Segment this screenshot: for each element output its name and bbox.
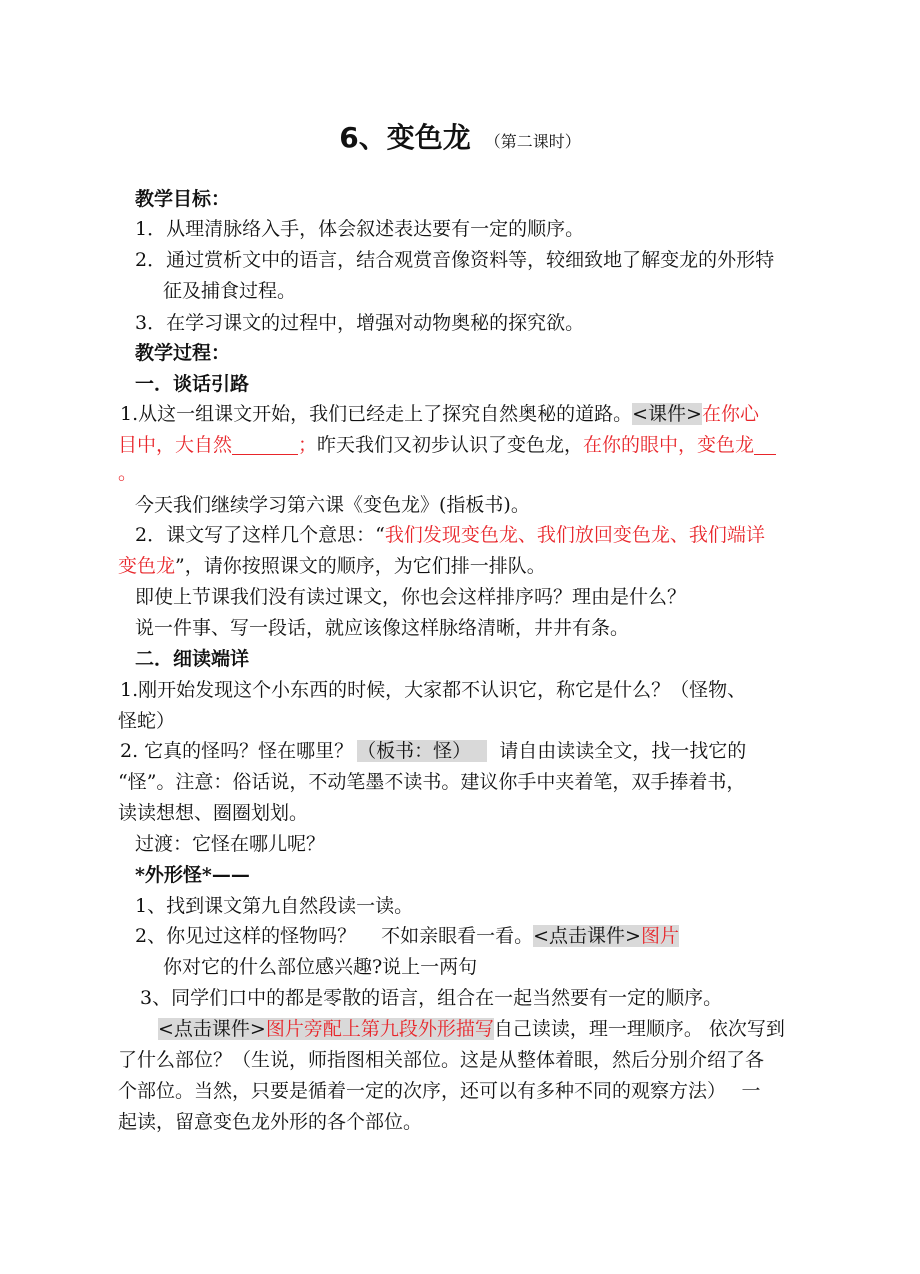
s1-paragraph-2: 今天我们继续学习第六课《变色龙》(指板书)。 xyxy=(135,494,530,516)
title-sub: （第二课时） xyxy=(484,132,581,151)
s2-item-3-cont-3: 个部位。当然，只要是循着一定的次序，还可以有多种不同的观察方法） 一 xyxy=(118,1080,761,1102)
s2-item-1: 1、找到课文第九自然段读一读。 xyxy=(135,895,414,917)
section-1-heading: 一．谈话引路 xyxy=(135,373,250,395)
s2-i3-red: 图片旁配上第九段外形描写 xyxy=(265,1018,494,1040)
s1-p1-text-2: 昨天我们又初步认识了变色龙， xyxy=(317,434,584,456)
s1-p3-red-2: 变色龙 xyxy=(118,555,176,577)
fill-blank-1 xyxy=(232,434,298,455)
fill-blank-2 xyxy=(754,434,776,455)
s2-item-3: 3、同学们口中的都是零散的语言，组合在一起当然要有一定的顺序。 xyxy=(140,987,723,1009)
s2-paragraph-1: 1.刚开始发现这个小东西的时候，大家都不认识它，称它是什么？（怪物、 xyxy=(120,679,747,701)
s2-i2-red: 图片 xyxy=(640,925,679,947)
s1-paragraph-3-cont xyxy=(118,551,546,581)
s2-item-3-cont-2: 了什么部位？（生说，师指图相关部位。这是从整体着眼，然后分别介绍了各 xyxy=(118,1049,765,1071)
s2-paragraph-2 xyxy=(120,736,746,766)
s2-p2-text-2: 请自由读读全文，找一找它的 xyxy=(499,740,747,762)
s1-p1-period: 。 xyxy=(118,462,138,484)
s2-item-3-cont xyxy=(158,1014,785,1044)
s2-p2-text: 2. 它真的怪吗？怪在哪里？ xyxy=(120,740,354,762)
s2-transition: 过渡：它怪在哪儿呢？ xyxy=(135,833,326,855)
title-main: 6、变色龙 xyxy=(339,121,471,154)
s1-p1-red-4: 在你的眼中，变色龙 xyxy=(583,434,755,456)
s2-item-2-cont: 你对它的什么部位感兴趣?说上一两句 xyxy=(163,956,478,978)
s2-paragraph-2-cont-2: 读读想想、圈圈划划。 xyxy=(118,802,309,824)
section-2-heading: 二．细读端详 xyxy=(135,648,250,670)
goals-heading: 教学目标： xyxy=(135,188,231,210)
s2-i2-text: 2、你见过这样的怪物吗？ 不如亲眼看一看。 xyxy=(135,925,534,947)
s1-p1-text: 1.从这一组课文开始，我们已经走上了探究自然奥秘的道路。 xyxy=(120,403,633,425)
subsection-appearance: *外形怪*—— xyxy=(135,864,250,886)
s1-paragraph-5: 说一件事、写一段话，就应该像这样脉络清晰，井井有条。 xyxy=(135,617,630,639)
goal-item-1: 1．从理清脉络入手，体会叙述表达要有一定的顺序。 xyxy=(135,218,585,240)
s2-item-3-cont-4: 起读，留意变色龙外形的各个部位。 xyxy=(118,1111,423,1133)
s2-paragraph-1-cont: 怪蛇） xyxy=(118,710,176,732)
s1-p1-semicolon: ； xyxy=(298,434,318,456)
s1-paragraph-4: 即使上节课我们没有读过课文，你也会这样排序吗？理由是什么？ xyxy=(135,586,687,608)
process-heading: 教学过程： xyxy=(135,342,231,364)
s1-p3-red: 我们发现变色龙、我们放回变色龙、我们端详 xyxy=(384,524,765,546)
s2-paragraph-2-cont: “怪”。注意：俗话说，不动笔墨不读书。建议你手中夹着笔，双手捧着书， xyxy=(118,771,746,793)
click-courseware-tag: <点击课件> xyxy=(533,925,641,947)
courseware-tag: <课件> xyxy=(632,403,702,425)
document-title xyxy=(0,116,920,156)
s1-p3-text: 2．课文写了这样几个意思：“ xyxy=(135,524,385,546)
click-courseware-tag-2: <点击课件> xyxy=(158,1018,266,1040)
s1-paragraph-1-cont xyxy=(118,430,776,460)
goal-item-2-cont: 征及捕食过程。 xyxy=(163,280,297,302)
s1-p1-red: 在你心 xyxy=(701,403,759,425)
s2-i3-text: 自己读读，理一理顺序。 依次写到 xyxy=(493,1018,785,1040)
blackboard-tag: （板书：怪） xyxy=(357,740,487,762)
s1-p3-text-2: ”，请你按照课文的顺序，为它们排一排队。 xyxy=(175,555,546,577)
goal-item-2: 2．通过赏析文中的语言，结合观赏音像资料等，较细致地了解变龙的外形特 xyxy=(135,249,775,271)
s1-paragraph-1 xyxy=(120,399,759,429)
s1-paragraph-3 xyxy=(135,520,765,550)
s2-item-2 xyxy=(135,921,679,951)
s1-p1-red-2: 目中，大自然 xyxy=(118,434,233,456)
goal-item-3: 3．在学习课文的过程中，增强对动物奥秘的探究欲。 xyxy=(135,312,585,334)
